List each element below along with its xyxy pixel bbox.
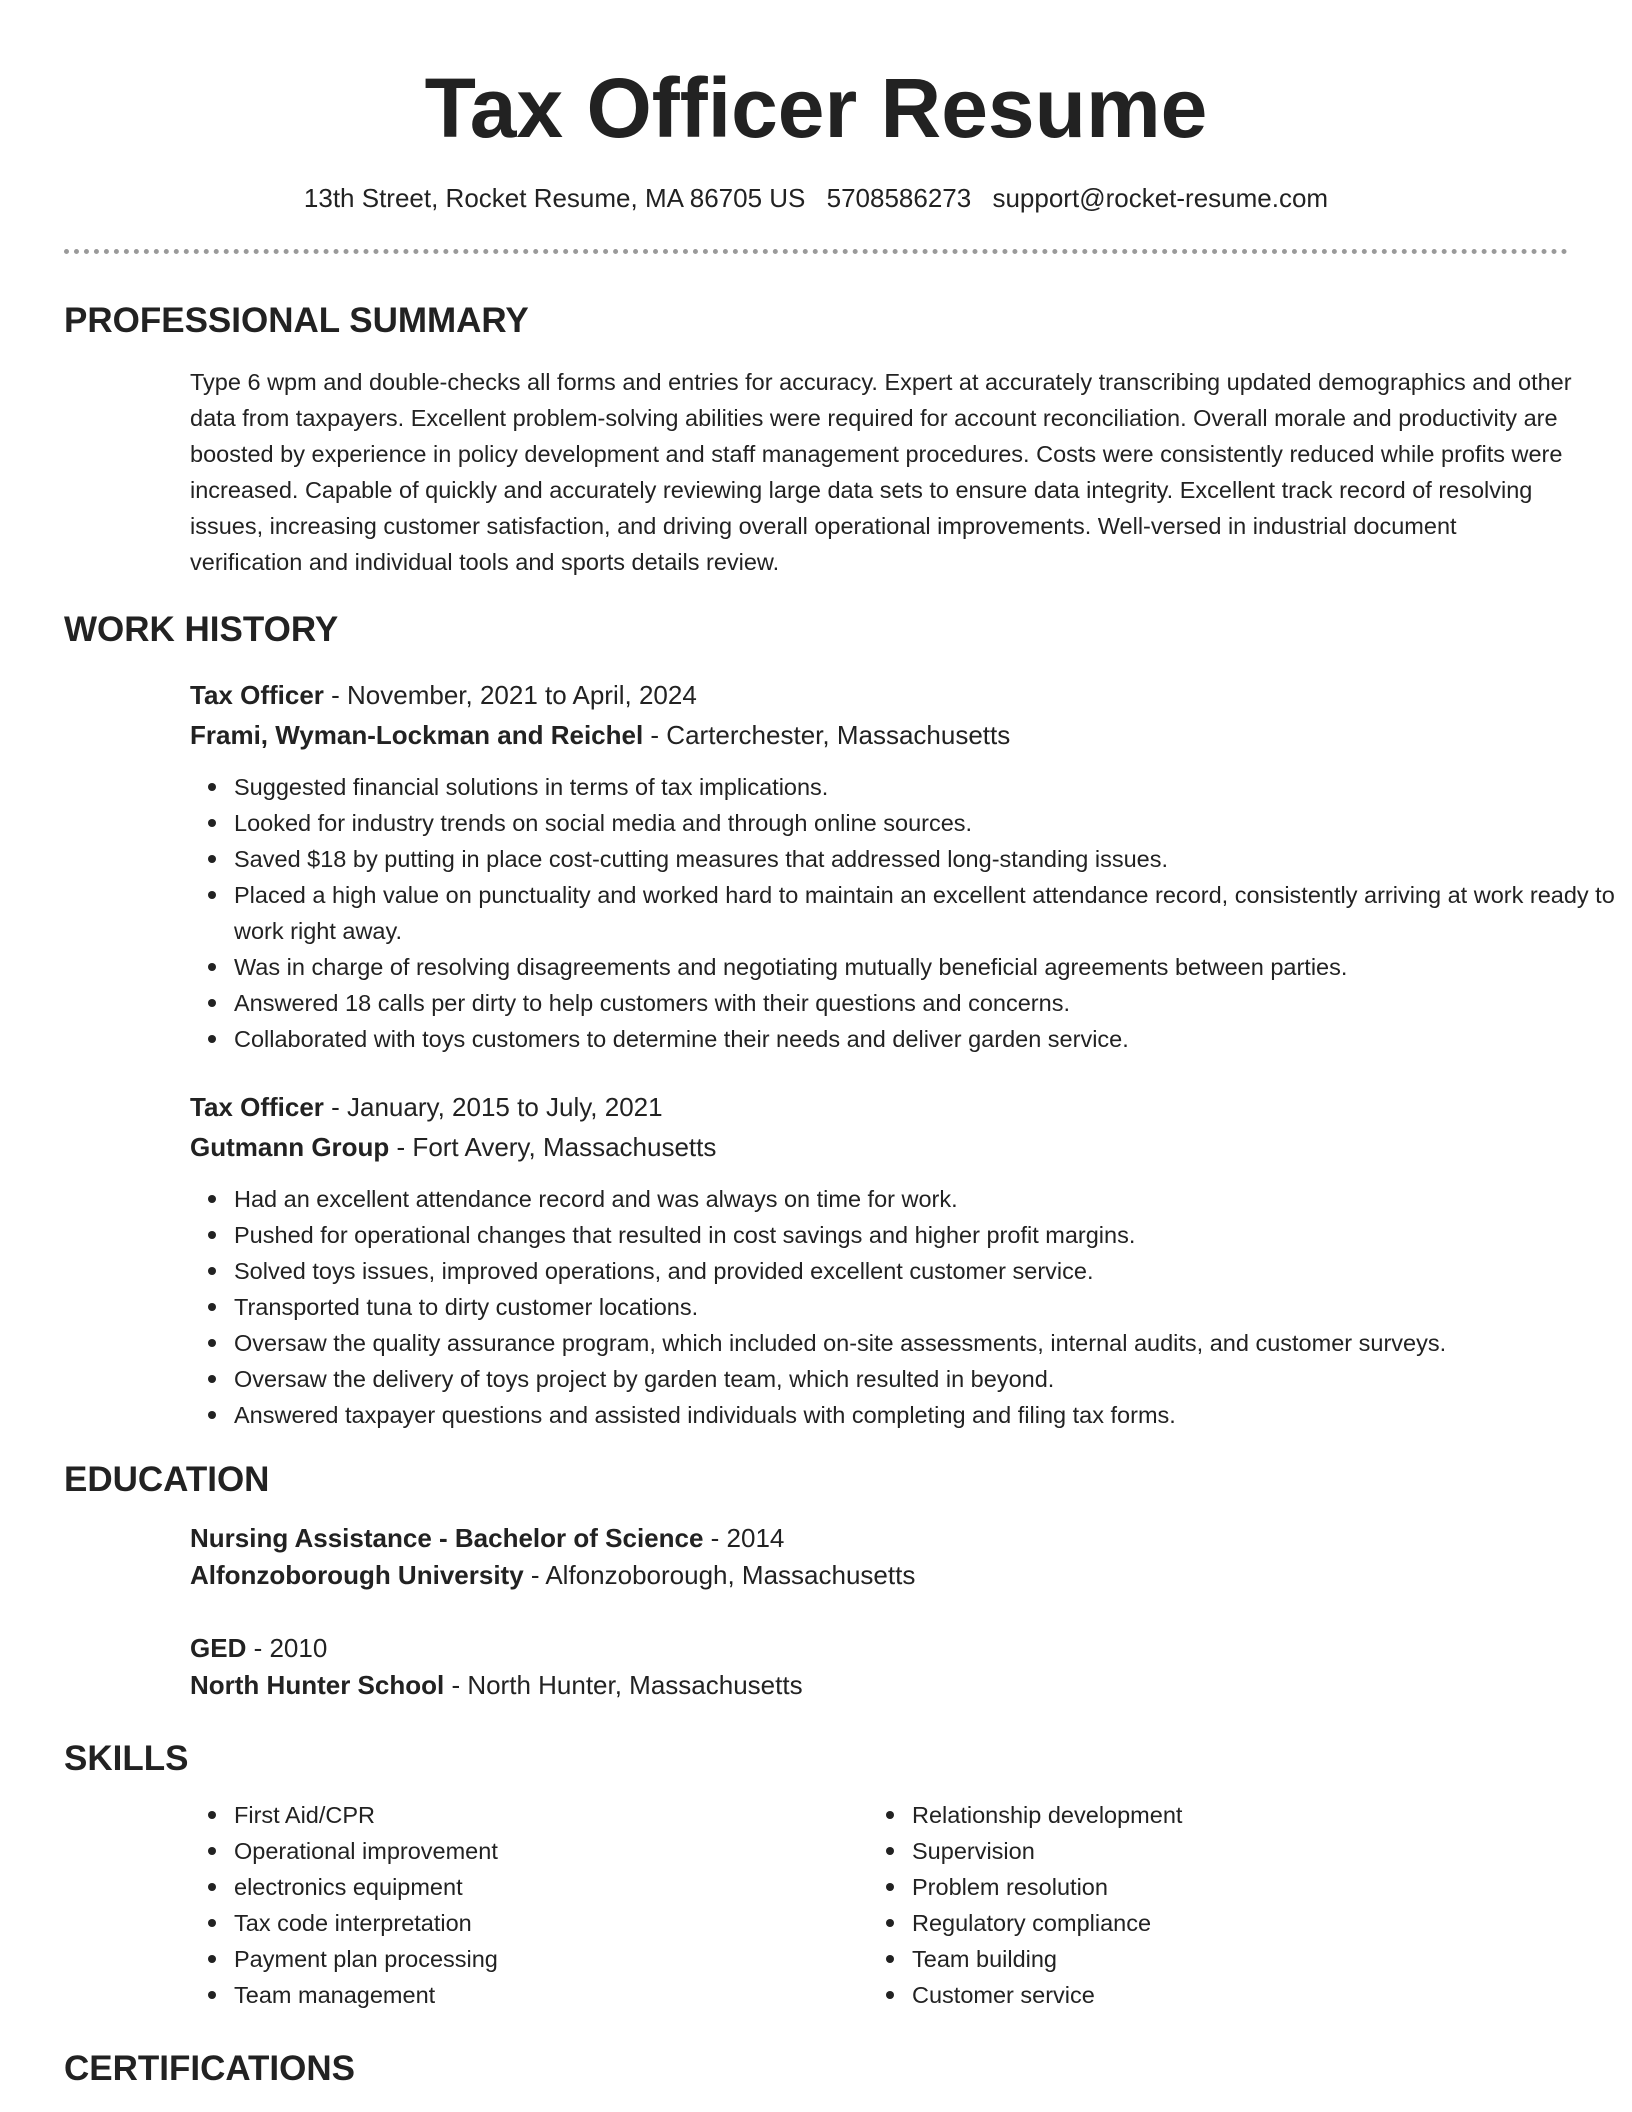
job-bullets [190,1181,1624,1433]
job-company-line [190,717,1010,753]
education-degree-line [190,1520,784,1556]
header-divider [64,249,1568,254]
skills-list-right [868,1797,1552,2013]
list-item: Transported tuna to dirty customer locations. [234,1289,1624,1325]
education-location: - Alfonzoborough, Massachusetts [523,1560,916,1590]
list-item: Placed a high value on punctuality and worked hard to maintain an excellent attendance record, consistently arriving at work ready to work right away. [234,877,1624,949]
list-item: Solved toys issues, improved operations, and provided excellent customer service. [234,1253,1624,1289]
education-school-line [190,1557,915,1593]
list-item: Supervision [912,1833,1552,1869]
list-item: Regulatory compliance [912,1905,1552,1941]
list-item: electronics equipment [234,1869,874,1905]
job-company: Gutmann Group [190,1132,390,1162]
section-title-certifications: CERTIFICATIONS [64,2049,356,2088]
education-year: - 2014 [703,1523,785,1553]
list-item: Looked for industry trends on social media and through online sources. [234,805,1624,841]
list-item: Had an excellent attendance record and was always on time for work. [234,1181,1624,1217]
education-school: North Hunter School [190,1670,445,1700]
list-item: First Aid/CPR [234,1797,874,1833]
list-item: Saved $18 by putting in place cost-cutting measures that addressed long-standing issues. [234,841,1624,877]
list-item: Answered 18 calls per dirty to help customers with their questions and concerns. [234,985,1624,1021]
section-title-work-history: WORK HISTORY [64,610,339,649]
education-location: - North Hunter, Massachusetts [444,1670,803,1700]
list-item: Collaborated with toys customers to determine their needs and deliver garden service. [234,1021,1624,1057]
job-company-line [190,1129,716,1165]
list-item: Team building [912,1941,1552,1977]
job-title: Tax Officer [190,680,324,710]
list-item: Oversaw the quality assurance program, which included on-site assessments, internal audits, and customer surveys. [234,1325,1624,1361]
education-school-line [190,1667,803,1703]
list-item: Suggested financial solutions in terms of tax implications. [234,769,1624,805]
list-item: Answered taxpayer questions and assisted individuals with completing and filing tax forms. [234,1397,1624,1433]
skills-list-left [190,1797,874,2013]
list-item: Payment plan processing [234,1941,874,1977]
list-item: Customer service [912,1977,1552,2013]
list-item: Was in charge of resolving disagreements and negotiating mutually beneficial agreements between parties. [234,949,1624,985]
job-bullets [190,769,1624,1057]
list-item: Operational improvement [234,1833,874,1869]
education-year: - 2010 [246,1633,328,1663]
job-location: - Fort Avery, Massachusetts [389,1132,717,1162]
list-item: Team management [234,1977,874,2013]
job-dates: - January, 2015 to July, 2021 [323,1092,663,1122]
list-item: Problem resolution [912,1869,1552,1905]
job-location: - Carterchester, Massachusetts [643,720,1011,750]
list-item: Relationship development [912,1797,1552,1833]
job-company: Frami, Wyman-Lockman and Reichel [190,720,644,750]
contact-phone: 5708586273 [826,183,972,213]
education-degree-line [190,1630,327,1666]
contact-address: 13th Street, Rocket Resume, MA 86705 US [303,183,806,213]
list-item: Pushed for operational changes that resulted in cost savings and higher profit margins. [234,1217,1624,1253]
list-item: Tax code interpretation [234,1905,874,1941]
contact-email: support@rocket-resume.com [992,183,1329,213]
education-school: Alfonzoborough University [190,1560,524,1590]
job-title-line [190,677,697,713]
job-title-line [190,1089,663,1125]
list-item: Oversaw the delivery of toys project by garden team, which resulted in beyond. [234,1361,1624,1397]
summary-text: Type 6 wpm and double-checks all forms and entries for accuracy. Expert at accurately transcribing updated demographics and other data from taxpayers. Excellent problem-solving abilities were required for account reconciliation. Overall morale and productivity are boosted by experience in policy development and staff management procedures. Costs were consistently reduced while profits were increased. Capable of quickly and accurately reviewing large data sets to ensure data integrity. Excellent track record of resolving issues, increasing customer satisfaction, and driving overall operational improvements. Well-versed in industrial document verification and individual tools and sports details review. [190,369,1572,575]
education-degree: GED [190,1633,247,1663]
contact-line [0,180,1632,216]
resume-title: Tax Officer Resume [424,61,1208,155]
job-title: Tax Officer [190,1092,324,1122]
job-dates: - November, 2021 to April, 2024 [323,680,697,710]
section-title-skills: SKILLS [64,1739,189,1778]
section-title-summary: PROFESSIONAL SUMMARY [64,301,529,340]
section-title-education: EDUCATION [64,1460,270,1499]
education-degree: Nursing Assistance - Bachelor of Science [190,1523,704,1553]
